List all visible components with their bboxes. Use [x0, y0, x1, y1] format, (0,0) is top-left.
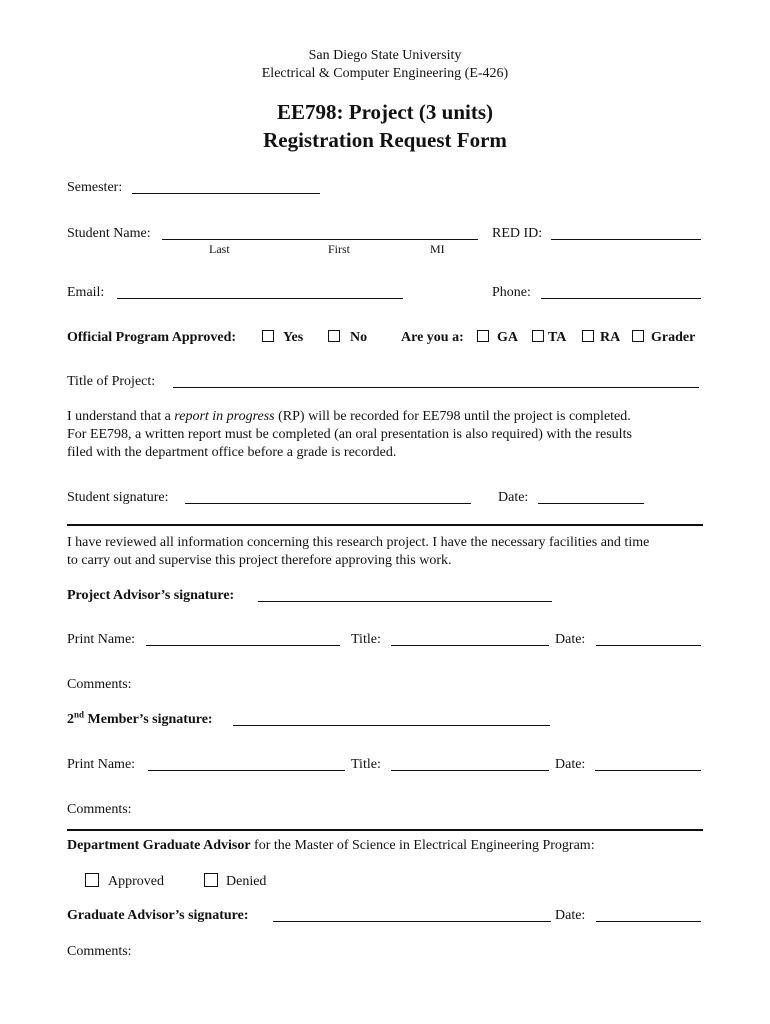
advisor-signature-label: Project Advisor’s signature: — [67, 588, 235, 603]
ta-label: TA — [548, 330, 567, 345]
email-field[interactable] — [117, 298, 403, 299]
advisor-title-label: Title: — [351, 632, 381, 647]
member-print-name-field[interactable] — [148, 770, 345, 771]
grader-label: Grader — [651, 330, 696, 345]
denied-checkbox[interactable] — [204, 873, 218, 887]
title-of-project-field[interactable] — [173, 387, 699, 388]
advisor-print-name-label: Print Name: — [67, 632, 136, 647]
grad-advisor-signature-label: Graduate Advisor’s signature: — [67, 908, 249, 923]
student-date-label: Date: — [498, 490, 529, 505]
advisor-print-name-field[interactable] — [146, 645, 340, 646]
member-title-field[interactable] — [391, 770, 549, 771]
department-heading: Department Graduate Advisor for the Master of Science in Electrical Engineering Program: — [67, 838, 595, 853]
ta-checkbox[interactable] — [532, 330, 544, 342]
member-date-label: Date: — [555, 757, 586, 772]
form-title-line2: Registration Request Form — [263, 128, 507, 152]
name-part-first: First — [328, 242, 351, 256]
are-you-label: Are you a: — [401, 330, 464, 345]
student-signature-label: Student signature: — [67, 490, 169, 505]
program-approved-label: Official Program Approved: — [67, 330, 237, 345]
ga-checkbox[interactable] — [477, 330, 489, 342]
grader-checkbox[interactable] — [632, 330, 644, 342]
advisor-statement: I have reviewed all information concerning this research project. I have the necessary facilities and time to carry out and supervise this project therefore approving this work. — [67, 535, 650, 568]
no-checkbox[interactable] — [328, 330, 340, 342]
member-print-name-label: Print Name: — [67, 757, 136, 772]
advisor-comments-label: Comments: — [67, 677, 132, 692]
member-signature-label: 2nd Member’s signature: — [67, 709, 213, 727]
grad-advisor-date-label: Date: — [555, 908, 586, 923]
student-signature-field[interactable] — [185, 503, 471, 504]
department-name: Electrical & Computer Engineering (E-426) — [261, 66, 509, 81]
email-label: Email: — [67, 285, 105, 300]
grad-advisor-comments-label: Comments: — [67, 944, 132, 959]
grad-advisor-date-field[interactable] — [596, 921, 701, 922]
name-part-last: Last — [209, 242, 230, 256]
student-name-label: Student Name: — [67, 226, 151, 241]
semester-field[interactable] — [132, 193, 320, 194]
member-comments-label: Comments: — [67, 802, 132, 817]
name-part-mi: MI — [430, 242, 445, 256]
approved-checkbox[interactable] — [85, 873, 99, 887]
student-name-field[interactable] — [162, 239, 478, 240]
student-date-field[interactable] — [538, 503, 644, 504]
member-date-field[interactable] — [595, 770, 701, 771]
approved-label: Approved — [108, 874, 164, 889]
form-title-line1: EE798: Project (3 units) — [277, 100, 493, 124]
advisor-signature-field[interactable] — [258, 601, 552, 602]
ga-label: GA — [497, 330, 518, 345]
section-divider-2 — [67, 829, 703, 831]
advisor-date-label: Date: — [555, 632, 586, 647]
advisor-title-field[interactable] — [391, 645, 549, 646]
yes-label: Yes — [283, 330, 304, 345]
report-in-progress-term: report in progress — [174, 409, 275, 424]
denied-label: Denied — [226, 874, 267, 889]
yes-checkbox[interactable] — [262, 330, 274, 342]
grad-advisor-signature-field[interactable] — [273, 921, 551, 922]
ra-checkbox[interactable] — [582, 330, 594, 342]
university-name: San Diego State University — [308, 48, 462, 63]
advisor-date-field[interactable] — [596, 645, 701, 646]
red-id-label: RED ID: — [492, 226, 543, 241]
semester-label: Semester: — [67, 180, 123, 195]
member-signature-field[interactable] — [233, 725, 550, 726]
member-title-label: Title: — [351, 757, 381, 772]
phone-field[interactable] — [541, 298, 701, 299]
ra-label: RA — [600, 330, 621, 345]
phone-label: Phone: — [492, 285, 531, 300]
no-label: No — [350, 330, 368, 345]
red-id-field[interactable] — [551, 239, 701, 240]
section-divider-1 — [67, 524, 703, 526]
report-notice: I understand that a report in progress (RP) will be recorded for EE798 until the project is completed. For EE798, a written report must be completed (an oral presentation is also required) with the results filed with the department office before a grade is recorded. — [67, 409, 632, 460]
title-of-project-label: Title of Project: — [67, 374, 156, 389]
